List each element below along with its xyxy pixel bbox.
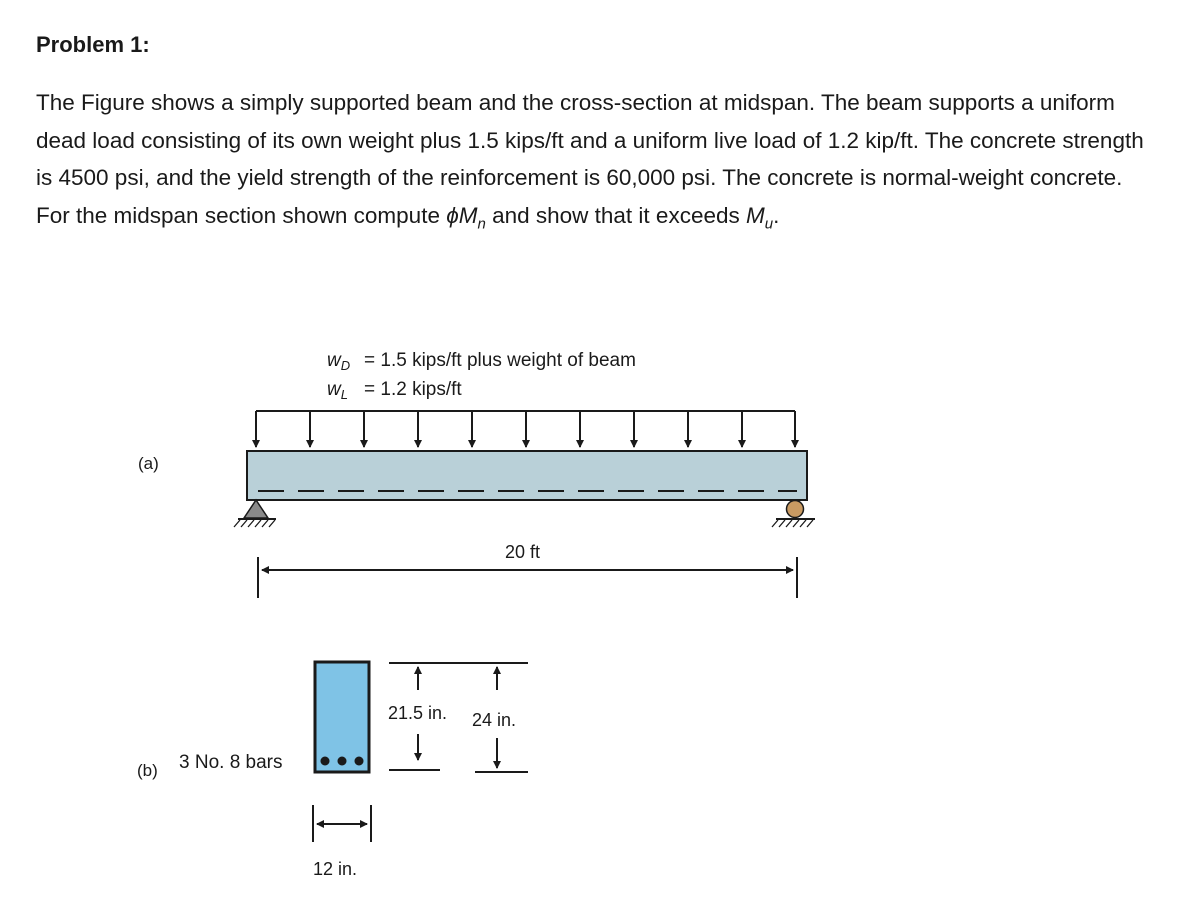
total-depth-label: 24 in.: [472, 710, 517, 730]
problem-title: Problem 1:: [36, 32, 150, 57]
distributed-load: [256, 411, 795, 447]
problem-text-end: .: [773, 202, 780, 228]
part-a-label: (a): [138, 454, 159, 473]
mu-symbol: $M_u$: [745, 202, 774, 232]
part-b-label: (b): [137, 761, 158, 780]
width-dimension: [313, 805, 371, 842]
roller-support: [772, 501, 815, 528]
problem-text-mid: and show that it exceeds: [485, 202, 746, 228]
effective-depth-label: 21.5 in.: [388, 703, 448, 723]
dead-load-label: [327, 350, 636, 373]
beam: [247, 451, 807, 500]
rebar: [355, 757, 364, 766]
bars-label: 3 No. 8 bars: [179, 752, 283, 773]
svg-text:wD: $w_D$: [327, 350, 351, 373]
span-dimension: [258, 557, 797, 598]
width-label: 12 in.: [313, 859, 358, 879]
svg-text:= 1.5 kips/ft plus weight of b: = 1.5 kips/ft plus weight of beam: [364, 350, 636, 371]
rebar: [338, 757, 347, 766]
pin-support: [234, 500, 276, 527]
svg-text:wL: $w_L$: [327, 379, 348, 402]
rebar: [321, 757, 330, 766]
svg-text:= 1.2 kips/ft: = 1.2 kips/ft: [364, 379, 462, 400]
span-label: 20 ft: [505, 542, 541, 562]
phi-mn-symbol: $\phi M_n$: [446, 202, 486, 232]
cross-section: [315, 662, 369, 772]
live-load-label: [327, 379, 462, 402]
problem-text-main: The Figure shows a simply supported beam and the cross-section at midspan. The beam supports a uniform dead load consisting of its own weight plus 1.5 kips/ft and a uniform live load of 1.2 kip/ft. The concrete strength is 4500 psi, and the yield strength of the reinforcement is 60,000 psi. The concrete is normal-weight concrete. For the midspan section shown compute: [36, 90, 1144, 228]
reinforcing-bars: [321, 757, 364, 766]
